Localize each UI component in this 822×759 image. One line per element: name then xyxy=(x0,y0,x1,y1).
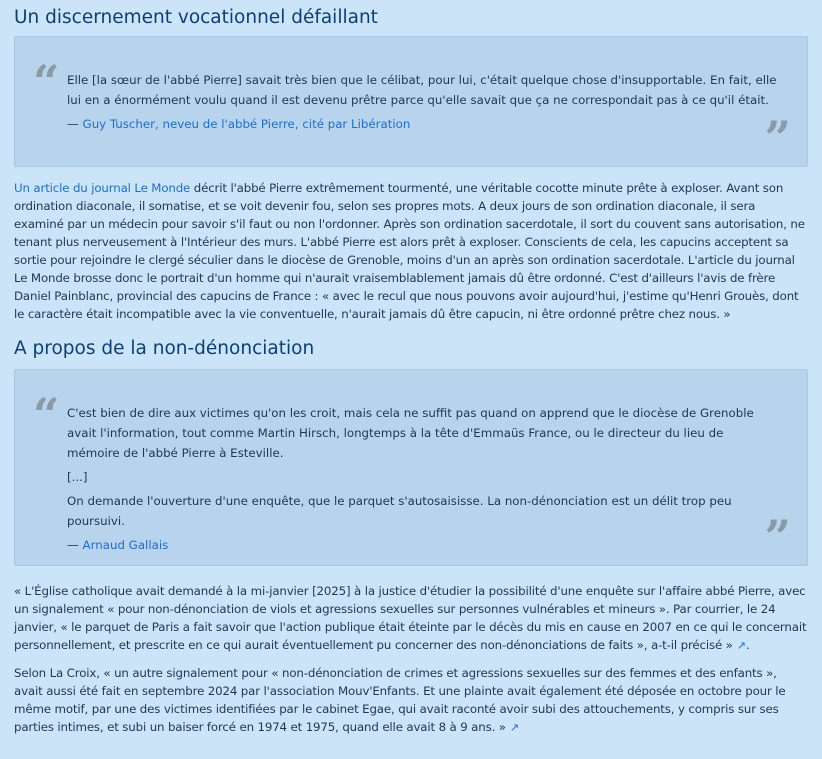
open-quote-icon: “ xyxy=(33,55,58,109)
source-link-tuscher[interactable]: Guy Tuscher, neveu de l'abbé Pierre, cité par Libération xyxy=(82,117,411,131)
quote-ellipsis: [...] xyxy=(67,470,88,484)
blockquote-tuscher xyxy=(14,36,808,167)
paragraph-text: décrit l'abbé Pierre extrêmement tourmenté, une véritable cocotte minute prête à exploser. Avant son ordination diaconale, il somatise, et se voit devenir fou, selon ses propres mots. A deux jours de son ordination diaconale, il sera examiné par un médecin pour savoir s'il faut ou non l'ordonner. Après son ordination sacerdotale, il sort du couvent sans autorisation, ne tenant plus nerveusement à l'Intérieur des murs. L'abbé Pierre est alors prêt à exploser. Conscients de cela, les capucins acceptent sa sortie pour rejoindre le clergé séculier dans le diocèse de Grenoble, moins d'un an après son ordination sacerdotale. L'article du journal Le Monde brosse donc le portrait d'un homme qui n'aurait vraisemblablement jamais dû être ordonné. C'est d'ailleurs l'avis de frère Daniel Painblanc, provincial des capucins de France : « avec le recul que nous pouvons avoir aujourd'hui, j'estime qu'Henri Grouès, dont le caractère était incompatible avec la vie conventuelle, n'aurait jamais dû être capucin, ni être ordonné prêtre chez nous. » xyxy=(14,181,805,321)
paragraph-eglise-catholique xyxy=(14,582,808,655)
quote-text: Elle [la sœur de l'abbé Pierre] savait très bien que le célibat, pour lui, c'était quelque chose d'insupportable. En fait, elle lui en a énormément voulu quand il est devenu prêtre parce qu'elle savait que ça ne correspondait pas à ce qu'il était. xyxy=(67,73,777,107)
external-link-icon[interactable]: ↗ xyxy=(736,639,746,652)
source-link-gallais[interactable]: Arnaud Gallais xyxy=(82,538,169,552)
blockquote-gallais xyxy=(14,369,808,566)
quote-paragraph-1: C'est bien de dire aux victimes qu'on les croit, mais cela ne suffit pas quand on apprend que le diocèse de Grenoble avait l'information, tout comme Martin Hirsch, longtemps à la tête d'Emmaüs France, ou le directeur du lieu de mémoire de l'abbé Pierre à Esteville. xyxy=(67,406,754,460)
close-quote-icon: ” xyxy=(764,510,789,564)
section-heading-discernement: Un discernement vocationnel défaillant xyxy=(14,7,378,28)
source-dash: — xyxy=(67,538,83,552)
quote-source xyxy=(67,535,777,555)
external-link-icon[interactable]: ↗ xyxy=(509,721,519,734)
paragraph-end: . xyxy=(745,638,750,652)
source-dash: — xyxy=(67,117,83,131)
quote-paragraph-3: On demande l'ouverture d'une enquête, que le parquet s'autosaisisse. La non-dénonciation est un délit trop peu poursuivi. xyxy=(67,494,732,528)
paragraph-text: « L'Église catholique avait demandé à la mi-janvier [2025] à la justice d'étudier la possibilité d'une enquête sur l'affaire abbé Pierre, avec un signalement « pour non-dénonciation de viols et agressions sexuelles sur personnes vulnérables et mineurs ». Par courrier, le 24 janvier, « le parquet de Paris a fait savoir que l'action publique était éteinte par le décès du mis en cause en 2007 en ce qui le concernait personnellement, et prescrite en ce qui aurait éventuellement pu concerner des non-dénonciations de faits », a-t-il précisé » xyxy=(14,584,807,652)
link-le-monde-article[interactable]: Un article du journal Le Monde xyxy=(14,181,191,195)
close-quote-icon: ” xyxy=(764,111,789,165)
open-quote-icon: “ xyxy=(33,388,58,442)
quote-source xyxy=(67,114,777,134)
paragraph-la-croix xyxy=(14,664,808,737)
section-heading-non-denonciation: A propos de la non-dénonciation xyxy=(14,338,315,359)
paragraph-text: Selon La Croix, « un autre signalement pour « non-dénonciation de crimes et agressions sexuelles sur des femmes et des enfants », avait aussi été fait en septembre 2024 par l'association Mouv'Enfants. Et une plainte avait également été déposée en octobre pour le même motif, par une des victimes identifiées par le cabinet Egae, qui avait raconté avoir subi des attouchements, y compris sur ses parties intimes, et subi un baiser forcé en 1974 et 1975, quand elle avait 8 à 9 ans. » xyxy=(14,666,786,734)
paragraph-le-monde xyxy=(14,179,808,323)
